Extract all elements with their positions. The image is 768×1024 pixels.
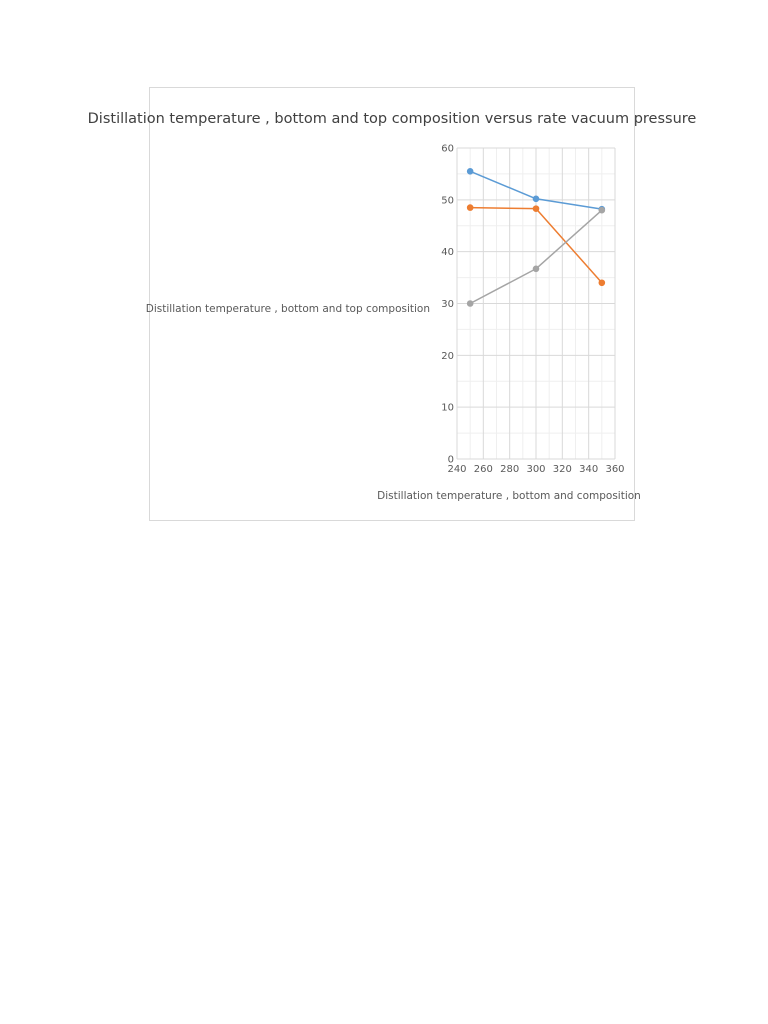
series-2-point [599,280,605,286]
y-axis-ticks [441,144,454,466]
x-tick-label: 280 [500,464,520,475]
series-2-point [533,206,539,212]
y-tick-label: 10 [441,402,454,414]
y-tick-label: 40 [441,247,454,259]
x-axis-ticks [447,464,624,475]
y-axis-title: Distillation temperature , bottom and top composition [145,303,430,315]
x-tick-label: 300 [526,464,546,475]
x-tick-label: 240 [447,464,467,475]
chart-title: Distillation temperature , bottom and top composition versus rate vacuum pressure [87,111,697,127]
x-tick-label: 360 [605,464,625,475]
series-2-point [467,205,473,211]
major-gridlines [457,148,615,459]
x-tick-label: 260 [473,464,493,475]
y-tick-label: 50 [441,195,454,207]
x-axis-title: Distillation temperature , bottom and composition [377,490,641,502]
series-1-point [467,169,473,175]
x-tick-label: 340 [579,464,599,475]
series-3-point [599,207,605,213]
series-3-point [467,301,473,307]
series-3-point [533,266,539,272]
series-1-point [533,196,539,202]
x-tick-label: 320 [552,464,572,475]
y-tick-label: 60 [441,143,454,155]
y-tick-label: 20 [441,350,454,362]
y-tick-label: 30 [441,299,454,310]
y-tick-label: 0 [447,454,454,466]
